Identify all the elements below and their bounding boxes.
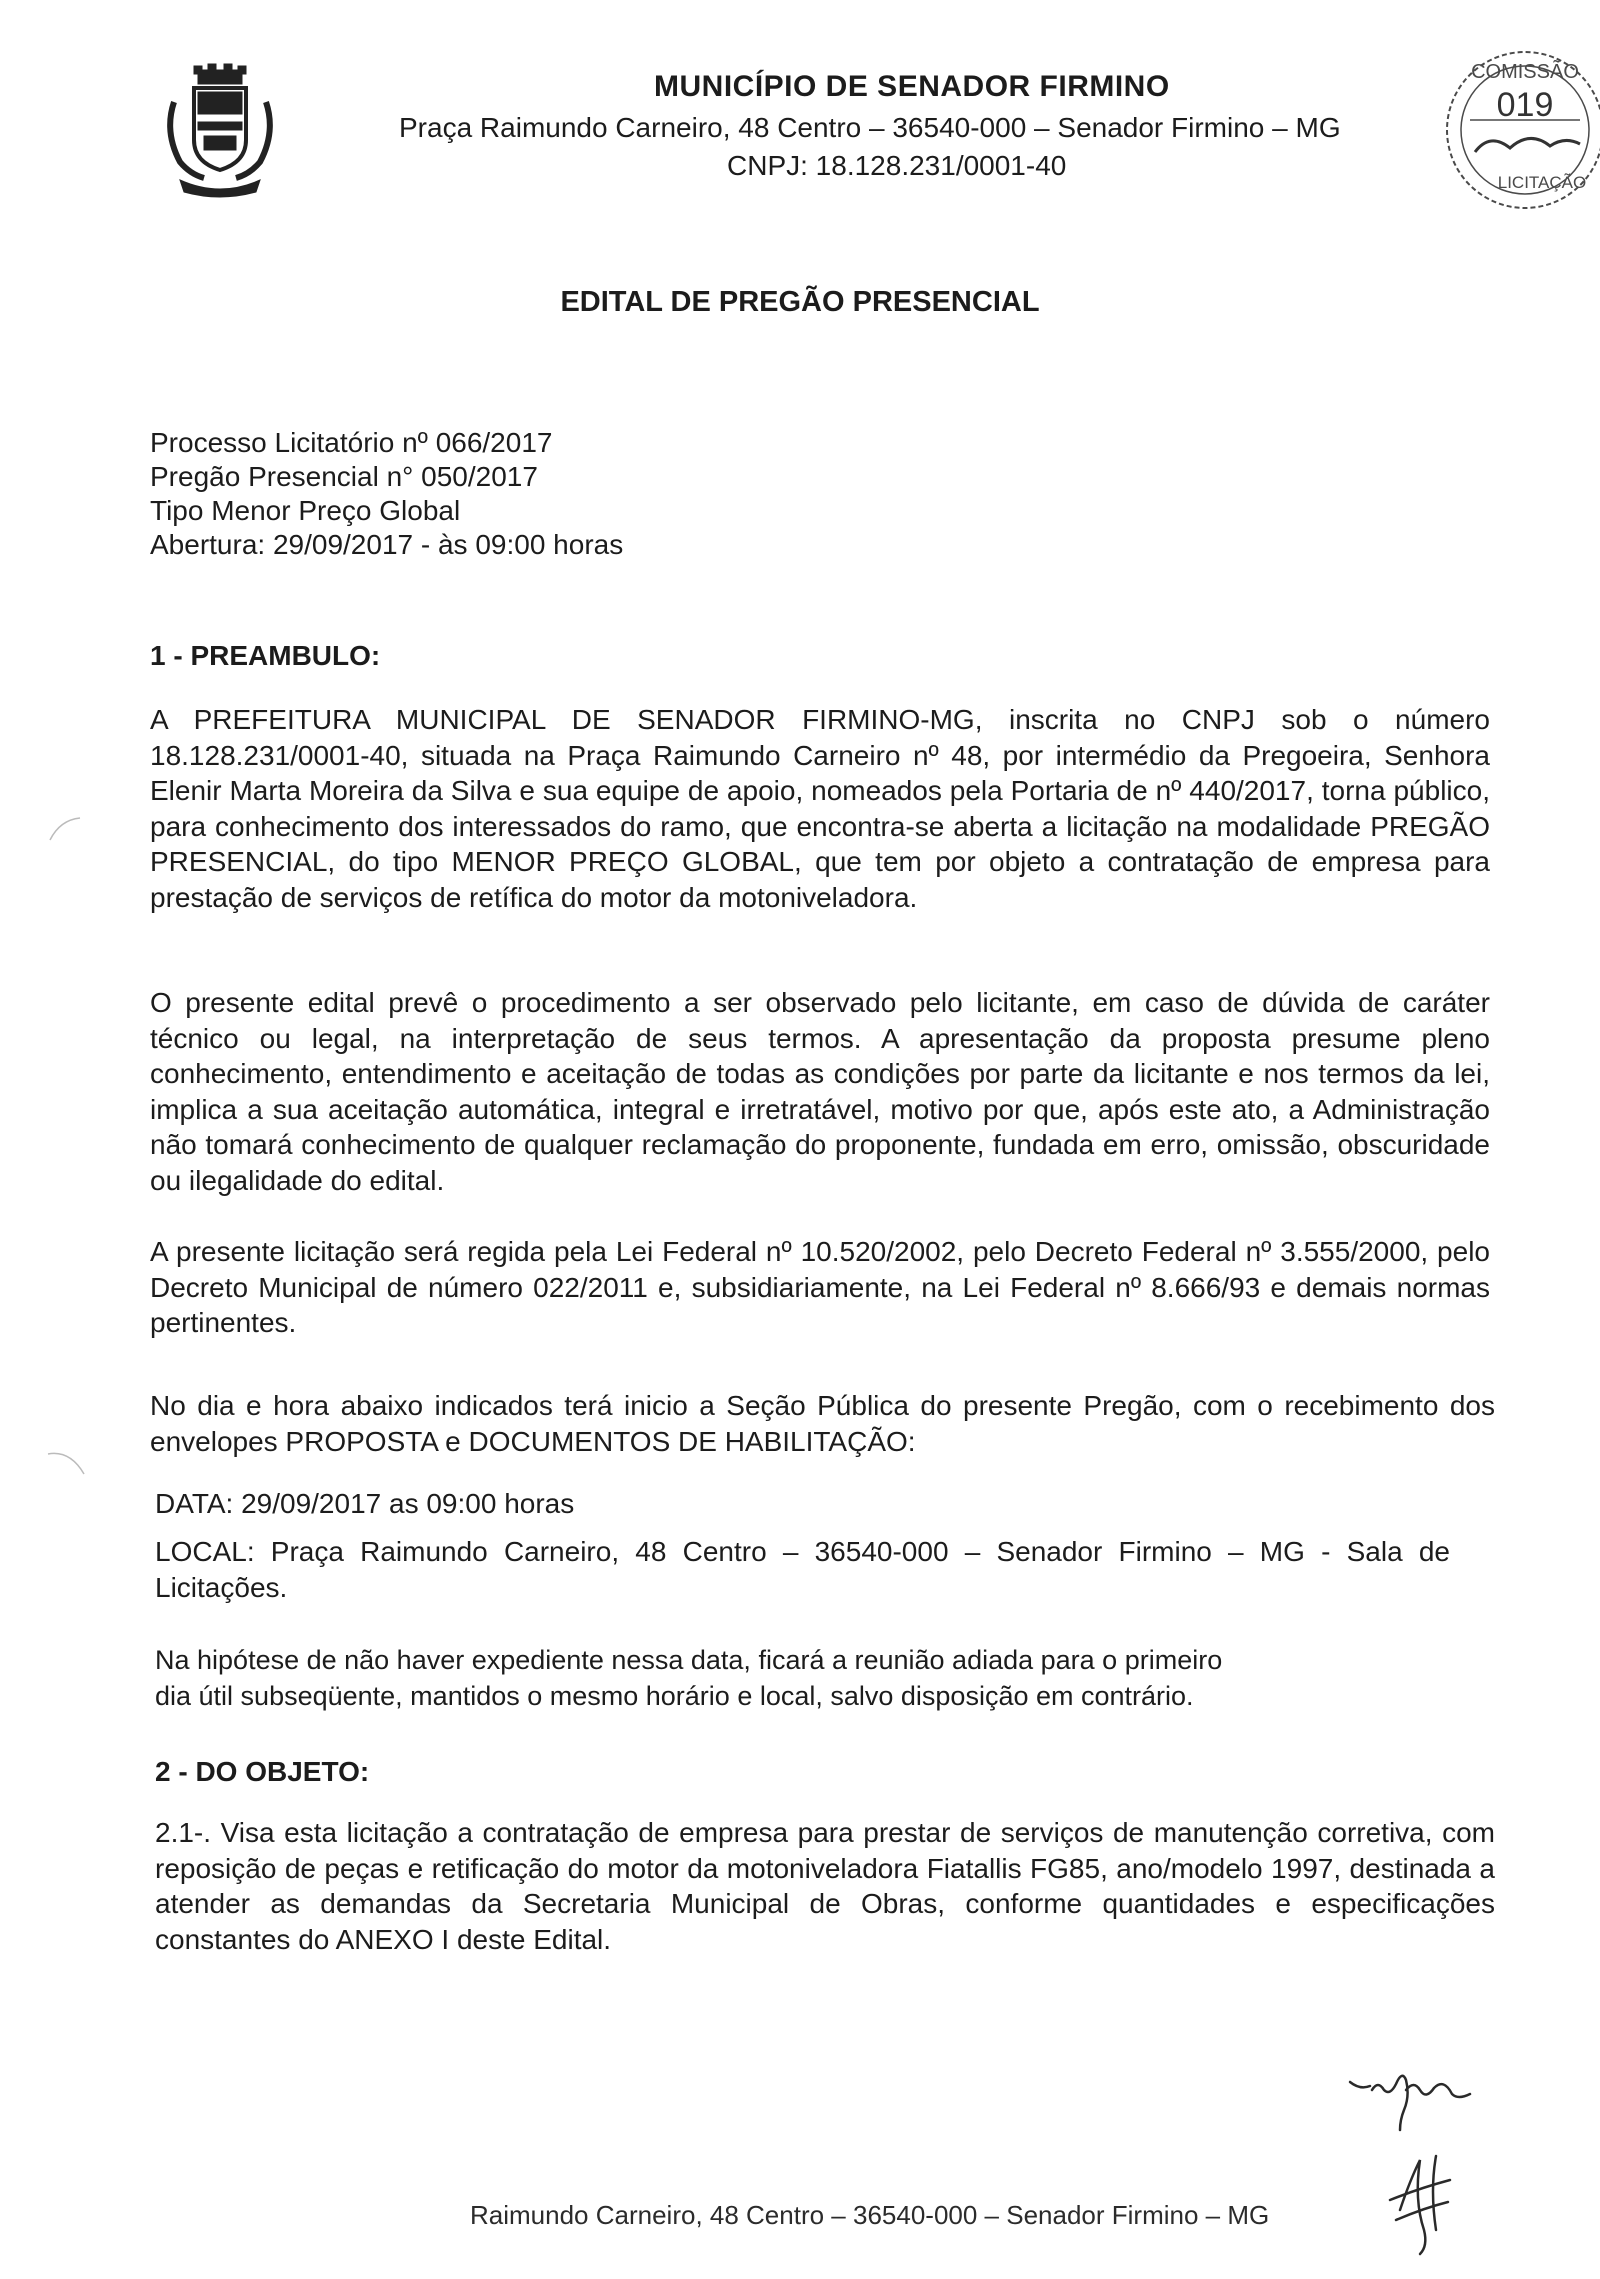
header-address: Praça Raimundo Carneiro, 48 Centro – 36540-000 – Senador Firmino – MG: [399, 112, 1341, 143]
stamp-top-text: COMISSÃO: [1471, 61, 1579, 83]
section-2-heading: 2 - DO OBJETO:: [155, 1756, 370, 1787]
stamp-number: 019: [1496, 86, 1554, 124]
municipal-crest-icon: [160, 62, 280, 202]
postponement-line-2: dia útil subseqüente, mantidos o mesmo horário e local, salvo disposição em contrário.: [155, 1681, 1194, 1711]
session-date: DATA: 29/09/2017 as 09:00 horas: [155, 1488, 575, 1519]
session-location: LOCAL: Praça Raimundo Carneiro, 48 Centro – 36540-000 – Senador Firmino – MG - Sala de Licitações.: [155, 1536, 1450, 1603]
preamble-paragraph: A PREFEITURA MUNICIPAL DE SENADOR FIRMINO-MG, inscrita no CNPJ sob o número 18.128.231/0001-40, situada na Praça Raimundo Carneiro nº 48, por intermédio da Pregoeira, Senhora Elenir Marta Moreira da Silva e sua equipe de apoio, nomeados pela Portaria de nº 440/2017, torna público, para conhecimento dos interessados do ramo, que encontra-se aberta a licitação na modalidade PREGÃO PRESENCIAL, do tipo MENOR PREÇO GLOBAL, que tem por objeto a contratação de empresa para prestação de serviços de retífica do motor da motoniveladora.: [150, 704, 1490, 913]
public-session-paragraph: No dia e hora abaixo indicados terá inicio a Seção Pública do presente Pregão, com o recebimento dos envelopes PROPOSTA e DOCUMENTOS DE HABILITAÇÃO:: [150, 1390, 1495, 1457]
scan-margin-mark-icon: [40, 810, 90, 850]
opening-date: Abertura: 29/09/2017 - às 09:00 horas: [150, 529, 624, 560]
object-paragraph: 2.1-. Visa esta licitação a contratação de empresa para prestar de serviços de manutenção corretiva, com reposição de peças e retificação do motor da motoniveladora Fiatallis FG85, ano/modelo 1997, destinada a atender as demandas da Secretaria Municipal de Obras, conforme quantidades e especificações constantes do ANEXO I deste Edital.: [155, 1817, 1495, 1955]
stamp-bottom-text: LICITAÇÃO: [1497, 173, 1587, 192]
document-title: EDITAL DE PREGÃO PRESENCIAL: [560, 286, 1040, 318]
pregao-number: Pregão Presencial n° 050/2017: [150, 461, 538, 492]
scan-margin-mark-icon: [40, 1444, 90, 1484]
process-info: [150, 426, 623, 562]
edital-procedure-paragraph: O presente edital prevê o procedimento a ser observado pelo licitante, em caso de dúvida de caráter técnico ou legal, na interpretação de seus termos. A apresentação da proposta presume pleno conhecimento, entendimento e aceitação de todas as condições por parte da licitante e nos termos da lei, implica a sua aceitação automática, integral e irretratável, motivo por que, após este ato, a Administração não tomará conhecimento de qualquer reclamação do proponente, fundada em erro, omissão, obscuridade ou ilegalidade do edital.: [150, 987, 1490, 1196]
page-footer-address: Raimundo Carneiro, 48 Centro – 36540-000 – Senador Firmino – MG: [470, 2200, 1270, 2230]
municipality-name: MUNICÍPIO DE SENADOR FIRMINO: [654, 70, 1170, 103]
bid-type: Tipo Menor Preço Global: [150, 495, 461, 526]
legal-basis-paragraph: A presente licitação será regida pela Lei Federal nº 10.520/2002, pelo Decreto Federal nº 3.555/2000, pelo Decreto Municipal de número 022/2011 e, subsidiariamente, na Lei Federal nº 8.666/93 e demais normas pertinentes.: [150, 1236, 1490, 1338]
header-cnpj: CNPJ: 18.128.231/0001-40: [727, 150, 1067, 181]
commission-stamp-icon: [1430, 20, 1600, 220]
handwritten-signature-icon: [1340, 2060, 1520, 2260]
postponement-line-1: Na hipótese de não haver expediente nessa data, ficará a reunião adiada para o primeiro: [155, 1645, 1223, 1675]
process-number: Processo Licitatório nº 066/2017: [150, 427, 553, 458]
section-1-heading: 1 - PREAMBULO:: [150, 640, 381, 671]
